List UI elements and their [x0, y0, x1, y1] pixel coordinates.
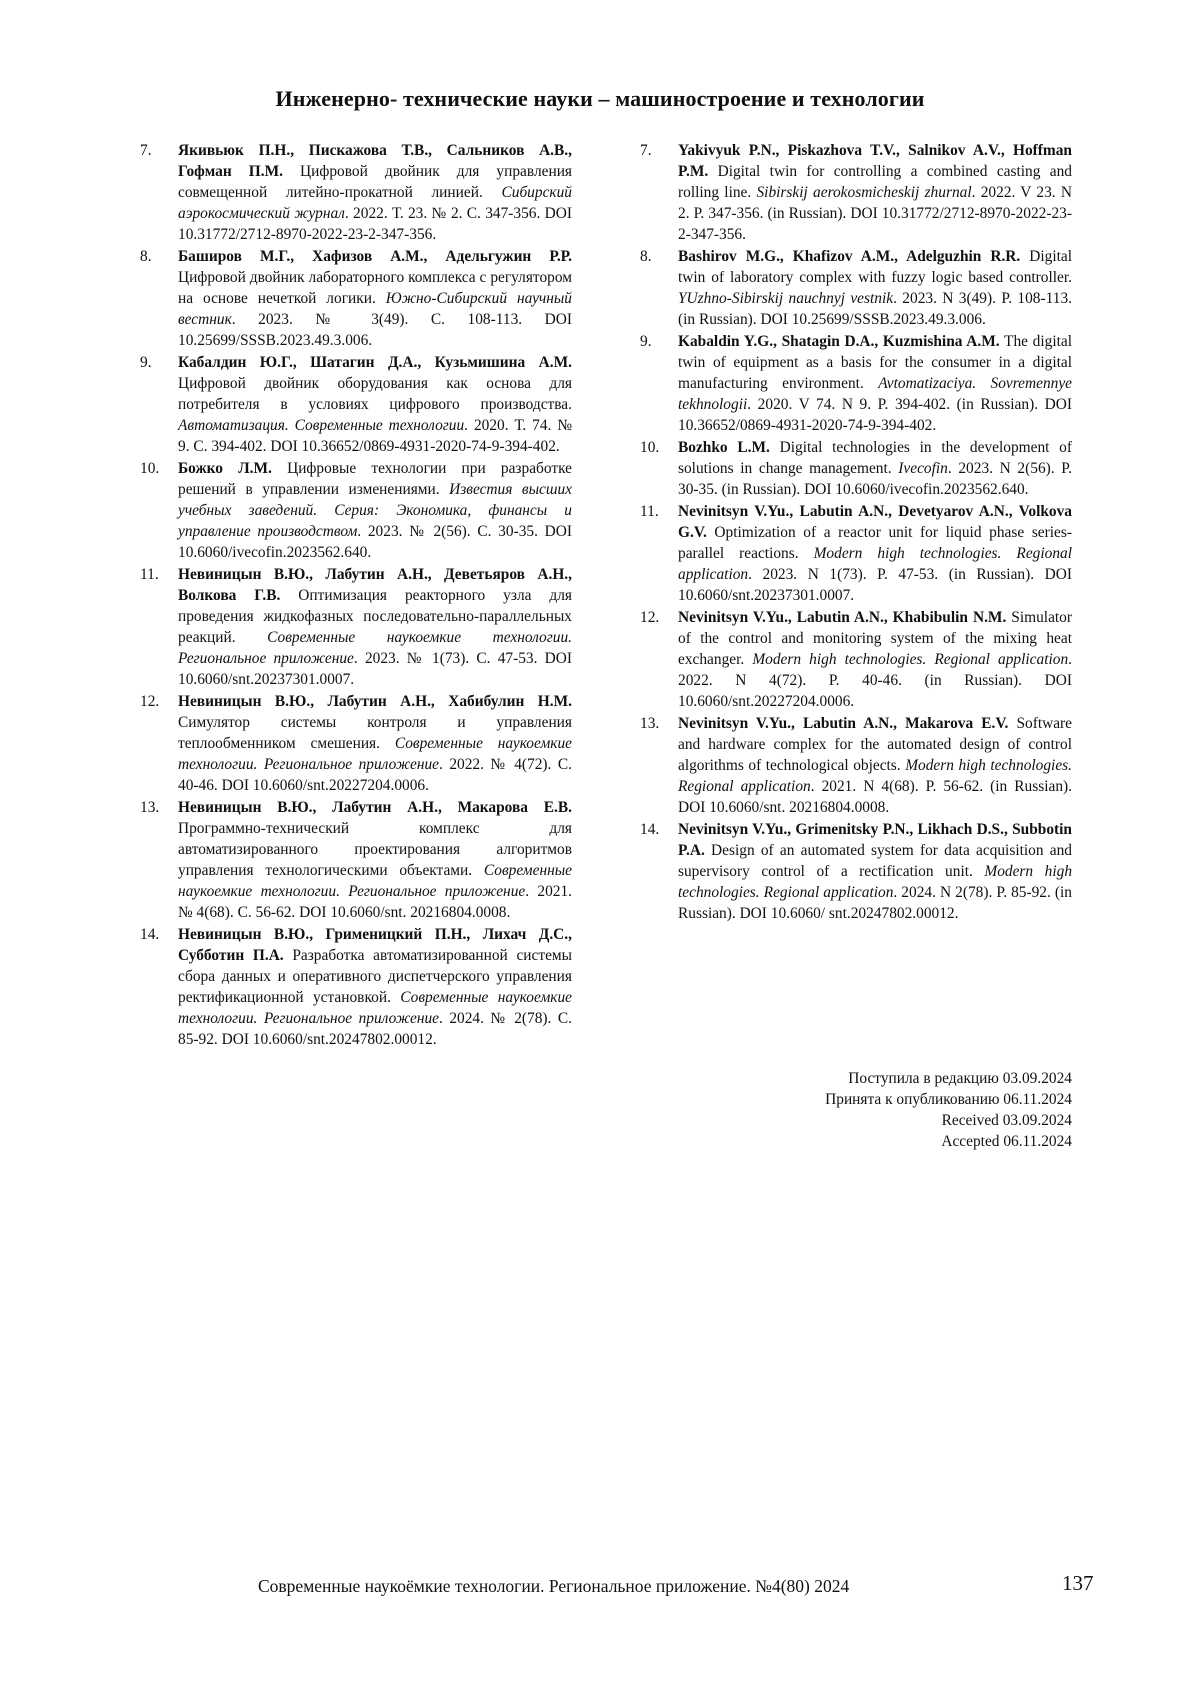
- reference-number: 12.: [640, 609, 660, 626]
- reference-details: . 2023. N 3(49). P. 108-113. (in Russian). DOI 10.25699/SSSB.2023.49.3.006.: [678, 290, 1072, 328]
- reference-entry: [140, 352, 572, 457]
- reference-source: Современные наукоемкие технологии. Региональное приложение: [178, 862, 572, 900]
- reference-entry: [140, 458, 572, 563]
- reference-details: . 2022. N 4(72). P. 40-46. (in Russian). DOI 10.6060/snt.20227204.0006.: [678, 651, 1073, 710]
- reference-entry: [140, 797, 572, 923]
- reference-number: 11.: [140, 566, 159, 583]
- reference-title: Цифровой двойник для управления совмещенной литейно-прокатной линией.: [178, 163, 573, 201]
- reference-number: 11.: [640, 503, 659, 520]
- reference-text: [678, 246, 1072, 330]
- reference-authors: Невиницын В.Ю., Лабутин А.Н., Деветьяров А.Н., Волкова Г.В.: [178, 566, 572, 604]
- reference-source: Modern high technologies. Regional application: [752, 651, 1069, 668]
- reference-title: Digital twin for controlling a combined casting and rolling line.: [678, 163, 1072, 201]
- received-date-en: Received 03.09.2024: [941, 1112, 1072, 1129]
- reference-text: [178, 246, 572, 351]
- reference-details: . 2020. Т. 74. № 9. С. 394-402. DOI 10.36652/0869-4931-2020-74-9-394-402.: [178, 417, 573, 455]
- reference-entry: [140, 140, 572, 245]
- reference-entry: [640, 246, 1072, 330]
- reference-text: [178, 140, 572, 245]
- reference-entry: [140, 691, 572, 796]
- reference-text: [678, 713, 1072, 818]
- references-english: [640, 140, 1072, 925]
- accepted-date-en: Accepted 06.11.2024: [941, 1133, 1072, 1150]
- reference-text: [178, 458, 572, 563]
- reference-title: Оптимизация реакторного узла для проведения жидкофазных последовательно-параллельных реакций.: [178, 587, 572, 646]
- reference-entry: [640, 607, 1072, 712]
- reference-title: Software and hardware complex for the automated design of control algorithms of technological objects.: [678, 715, 1072, 774]
- reference-details: . 2023. № 3(49). С. 108-113. DOI 10.25699/SSSB.2023.49.3.006.: [178, 311, 572, 349]
- reference-details: . 2023. № 2(56). С. 30-35. DOI 10.6060/ivecofin.2023562.640.: [178, 523, 572, 561]
- reference-source: Известия высших учебных заведений. Серия: Экономика, финансы и управление производством: [178, 481, 572, 540]
- reference-number: 9.: [640, 333, 652, 350]
- reference-number: 8.: [140, 248, 152, 265]
- reference-entry: [640, 331, 1072, 436]
- reference-number: 14.: [140, 926, 160, 943]
- reference-source: YUzhno-Sibirskij nauchnyj vestnik: [678, 290, 894, 307]
- reference-text: [178, 797, 572, 923]
- reference-entry: [140, 246, 572, 351]
- reference-authors: Bashirov M.G., Khafizov A.M., Adelguzhin R.R.: [678, 248, 1021, 265]
- reference-source: Южно-Сибирский научный вестник: [178, 290, 572, 328]
- reference-text: [678, 501, 1072, 606]
- reference-entry: [640, 140, 1072, 245]
- reference-title: Разработка автоматизированной системы сбора данных и оперативного диспетчерского управления ректификационной установкой.: [178, 947, 573, 1006]
- reference-source: Сибирский аэрокосмический журнал: [178, 184, 572, 222]
- reference-source: Avtomatizaciya. Sovremennye tekhnologii: [678, 375, 1073, 413]
- reference-entry: [640, 437, 1072, 500]
- reference-number: 9.: [140, 354, 152, 371]
- reference-details: . 2020. V 74. N 9. P. 394-402. (in Russian). DOI 10.36652/0869-4931-2020-74-9-394-402.: [678, 396, 1072, 434]
- reference-text: [178, 924, 572, 1050]
- reference-title: Программно-технический комплекс для автоматизированного проектирования алгоритмов управления технологическими объектами.: [178, 820, 572, 879]
- reference-authors: Nevinitsyn V.Yu., Labutin A.N., Makarova E.V.: [678, 715, 1009, 732]
- reference-details: . 2024. № 2(78). С. 85-92. DOI 10.6060/snt.20247802.00012.: [178, 1010, 572, 1048]
- reference-source: Modern high technologies. Regional application: [678, 757, 1073, 795]
- reference-number: 10.: [140, 460, 160, 477]
- submission-dates: [825, 1068, 1072, 1152]
- reference-number: 14.: [640, 821, 660, 838]
- reference-details: . 2023. № 1(73). С. 47-53. DOI 10.6060/snt.20237301.0007.: [178, 650, 573, 688]
- reference-authors: Баширов М.Г., Хафизов А.М., Адельгужин Р.Р.: [178, 248, 572, 265]
- reference-authors: Божко Л.М.: [178, 460, 272, 477]
- reference-details: . 2024. N 2(78). P. 85-92. (in Russian). DOI 10.6060/ snt.20247802.00012.: [678, 884, 1072, 922]
- reference-text: [678, 331, 1072, 436]
- reference-text: [678, 140, 1072, 245]
- reference-title: Simulator of the control and monitoring system of the mixing heat exchanger.: [678, 609, 1073, 668]
- reference-authors: Bozhko L.M.: [678, 439, 770, 456]
- reference-authors: Невиницын В.Ю., Лабутин А.Н., Хабибулин Н.М.: [178, 693, 572, 710]
- accepted-date-ru: Принята к опубликованию 06.11.2024: [825, 1091, 1072, 1108]
- reference-authors: Невиницын В.Ю., Грименицкий П.Н., Лихач Д.С., Субботин П.А.: [178, 926, 572, 964]
- reference-authors: Kabaldin Y.G., Shatagin D.A., Kuzmishina A.M.: [678, 333, 1000, 350]
- reference-text: [178, 691, 572, 796]
- reference-details: . 2022. № 4(72). С. 40-46. DOI 10.6060/snt.20227204.0006.: [178, 756, 572, 794]
- reference-authors: Якивьюк П.Н., Пискажова Т.В., Сальников А.В., Гофман П.М.: [178, 142, 572, 180]
- reference-text: [178, 564, 572, 690]
- reference-title: Цифровые технологии при разработке решений в управлении изменениями.: [178, 460, 572, 498]
- reference-details: . 2023. N 2(56). P. 30-35. (in Russian). DOI 10.6060/ivecofin.2023562.640.: [678, 460, 1072, 498]
- reference-entry: [640, 819, 1072, 924]
- references-russian: [140, 140, 572, 1051]
- reference-number: 12.: [140, 693, 160, 710]
- reference-authors: Nevinitsyn V.Yu., Grimenitsky P.N., Likhach D.S., Subbotin P.A.: [678, 821, 1072, 859]
- reference-details: . 2022. V 23. N 2. P. 347-356. (in Russian). DOI 10.31772/2712-8970-2022-23-2-347-356.: [678, 184, 1073, 243]
- reference-source: Современные наукоемкие технологии. Региональное приложение: [178, 989, 572, 1027]
- reference-source: Современные наукоемкие технологии. Региональное приложение: [178, 629, 572, 667]
- reference-title: Optimization of a reactor unit for liquid phase series-parallel reactions.: [678, 524, 1072, 562]
- reference-source: Ivecofin: [898, 460, 948, 477]
- reference-number: 13.: [640, 715, 660, 732]
- reference-authors: Nevinitsyn V.Yu., Labutin A.N., Devetyarov A.N., Volkova G.V.: [678, 503, 1072, 541]
- reference-details: . 2021. № 4(68). С. 56-62. DOI 10.6060/snt. 20216804.0008.: [178, 883, 572, 921]
- reference-title: Digital technologies in the development of solutions in change management.: [678, 439, 1072, 477]
- reference-authors: Yakivyuk P.N., Piskazhova T.V., Salnikov A.V., Hoffman P.M.: [678, 142, 1072, 180]
- reference-title: The digital twin of equipment as a basis for the consumer in a digital manufacturing environment.: [678, 333, 1072, 392]
- reference-text: [678, 607, 1072, 712]
- reference-entry: [140, 924, 572, 1050]
- received-date-ru: Поступила в редакцию 03.09.2024: [848, 1070, 1072, 1087]
- reference-authors: Невиницын В.Ю., Лабутин А.Н., Макарова Е.В.: [178, 799, 572, 816]
- reference-title: Цифровой двойник оборудования как основа для потребителя в условиях цифрового производства.: [178, 375, 572, 413]
- reference-authors: Кабалдин Ю.Г., Шатагин Д.А., Кузьмишина А.М.: [178, 354, 572, 371]
- running-header: Инженерно- технические науки – машиностроение и технологии: [275, 86, 925, 111]
- reference-details: . 2022. Т. 23. № 2. С. 347-356. DOI 10.31772/2712-8970-2022-23-2-347-356.: [178, 205, 572, 243]
- reference-text: [678, 437, 1072, 500]
- reference-number: 8.: [640, 248, 652, 265]
- reference-title: Design of an automated system for data acquisition and supervisory control of a rectification unit.: [678, 842, 1072, 880]
- reference-entry: [140, 564, 572, 690]
- reference-title: Digital twin of laboratory complex with fuzzy logic based controller.: [678, 248, 1073, 286]
- reference-entry: [640, 713, 1072, 818]
- journal-footer: Современные наукоёмкие технологии. Региональное приложение. №4(80) 2024: [258, 1576, 850, 1596]
- reference-number: 7.: [140, 142, 152, 159]
- reference-source: Modern high technologies. Regional application: [678, 545, 1072, 583]
- reference-details: . 2023. N 1(73). P. 47-53. (in Russian). DOI 10.6060/snt.20237301.0007.: [678, 566, 1072, 604]
- reference-source: Sibirskij aerokosmicheskij zhurnal: [756, 184, 972, 201]
- reference-source: Автоматизация. Современные технологии: [178, 417, 465, 434]
- reference-source: Современные наукоемкие технологии. Региональное приложение: [178, 735, 572, 773]
- reference-number: 7.: [640, 142, 652, 159]
- reference-details: . 2021. N 4(68). P. 56-62. (in Russian). DOI 10.6060/snt. 20216804.0008.: [678, 778, 1072, 816]
- reference-text: [178, 352, 572, 457]
- reference-source: Modern high technologies. Regional application: [678, 863, 1073, 901]
- reference-text: [678, 819, 1072, 924]
- reference-title: Цифровой двойник лабораторного комплекса с регулятором на основе нечеткой логики.: [178, 269, 572, 307]
- reference-number: 13.: [140, 799, 160, 816]
- reference-title: Симулятор системы контроля и управления теплообменником смешения.: [178, 714, 572, 752]
- reference-entry: [640, 501, 1072, 606]
- reference-number: 10.: [640, 439, 660, 456]
- reference-authors: Nevinitsyn V.Yu., Labutin A.N., Khabibulin N.M.: [678, 609, 1007, 626]
- page-number: 137: [1062, 1571, 1094, 1595]
